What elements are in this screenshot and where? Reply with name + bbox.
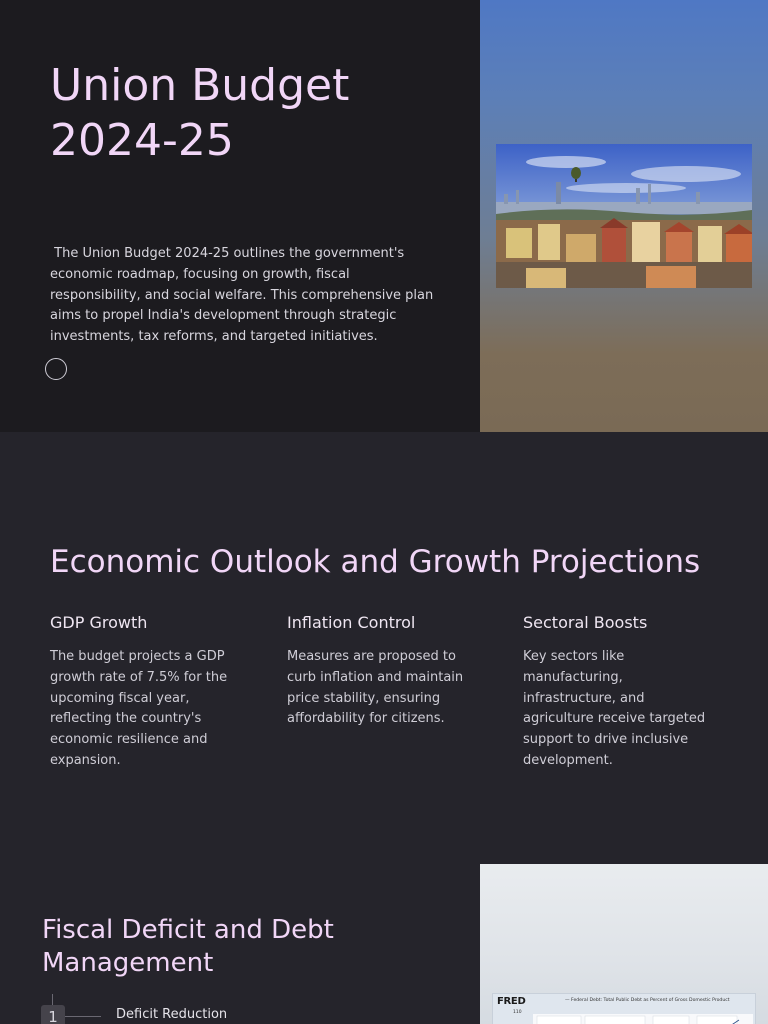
timeline-step-label: Deficit Reduction [116, 1007, 228, 1022]
hero-section [0, 0, 768, 432]
fred-logo: FRED [497, 996, 526, 1007]
economic-outlook-section [0, 432, 768, 864]
slide-indicator-dot[interactable] [45, 358, 67, 380]
fred-chart-panel [480, 864, 768, 1024]
hero-description: The Union Budget 2024-25 outlines the government's economic roadmap, focusing on growth, fiscal responsibility, and social welfare. This comprehensive plan aims to propel India's development through strategic investments, tax reforms, and targeted initiatives. [50, 246, 438, 345]
hero-image-panel [480, 0, 768, 432]
fred-axis-tick: 110 [513, 1010, 522, 1015]
timeline-connector [65, 1016, 101, 1017]
section-title: Economic Outlook and Growth Projections [50, 544, 701, 580]
card-gdp-growth [50, 612, 240, 772]
card-body: Measures are proposed to curb inflation and maintain price stability, ensuring affordability for citizens. [287, 649, 464, 727]
city-skyline-image [496, 144, 752, 288]
fred-plot-area [533, 1014, 753, 1024]
card-body: Key sectors like manufacturing, infrastructure, and agriculture receive targeted support to drive inclusive development. [523, 649, 706, 768]
card-title: Sectoral Boosts [523, 613, 648, 632]
fred-chart-image [492, 993, 756, 1024]
section-title: Fiscal Deficit and Debt Management [42, 915, 334, 978]
fiscal-deficit-section [0, 864, 768, 1024]
card-body: The budget projects a GDP growth rate of 7.5% for the upcoming fiscal year, reflecting the country's economic resilience and expansion. [50, 649, 228, 768]
card-sectoral-boosts [523, 612, 713, 772]
hero-text-panel [0, 0, 480, 432]
fred-caption: — Federal Debt: Total Public Debt as Percent of Gross Domestic Product [565, 998, 730, 1003]
card-title: Inflation Control [287, 613, 416, 632]
card-title: GDP Growth [50, 613, 148, 632]
hero-title: Union Budget 2024-25 [50, 60, 350, 166]
card-inflation-control [287, 612, 477, 730]
timeline-step-number: 1 [41, 1005, 65, 1024]
